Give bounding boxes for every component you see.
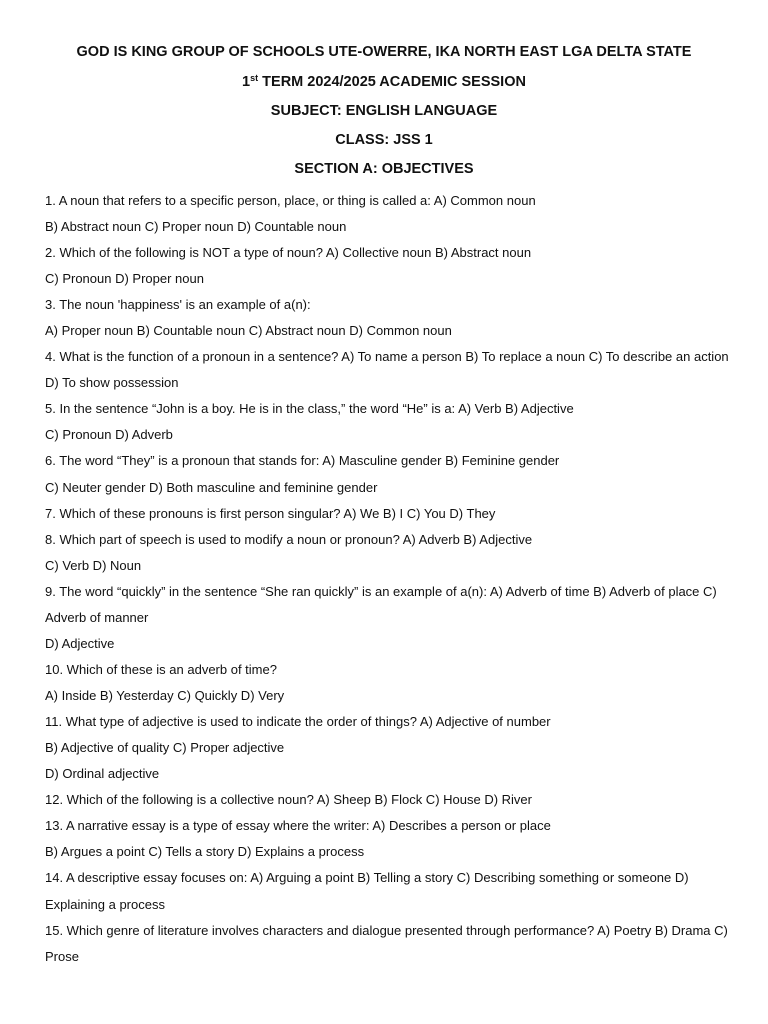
question-line: 11. What type of adjective is used to indicate the order of things? A) Adjective of number	[45, 714, 551, 729]
question-line: 1. A noun that refers to a specific person, place, or thing is called a: A) Common noun	[45, 193, 536, 208]
question-line: 5. In the sentence “John is a boy. He is in the class,” the word “He” is a: A) Verb B) Adjective	[45, 401, 574, 416]
question-line: D) To show possession	[45, 375, 179, 390]
question-line: Explaining a process	[45, 897, 165, 912]
question-line: 2. Which of the following is NOT a type of noun? A) Collective noun B) Abstract noun	[45, 245, 532, 260]
question-line: C) Pronoun D) Proper noun	[45, 271, 204, 286]
subject-title: SUBJECT: ENGLISH LANGUAGE	[270, 103, 498, 119]
question-line: 9. The word “quickly” in the sentence “She ran quickly” is an example of a(n): A) Adverb of time B) Adverb of place C)	[45, 584, 717, 599]
question-line: Prose	[45, 949, 79, 964]
question-line: A) Proper noun B) Countable noun C) Abstract noun D) Common noun	[45, 323, 452, 338]
question-line: B) Argues a point C) Tells a story D) Explains a process	[45, 844, 365, 859]
question-line: C) Neuter gender D) Both masculine and feminine gender	[45, 480, 378, 495]
school-title: GOD IS KING GROUP OF SCHOOLS UTE-OWERRE, IKA NORTH EAST LGA DELTA STATE	[76, 44, 692, 60]
question-line: 14. A descriptive essay focuses on: A) Arguing a point B) Telling a story C) Describing something or someone D)	[45, 870, 689, 885]
question-line: D) Ordinal adjective	[45, 766, 160, 781]
question-line: B) Adjective of quality C) Proper adjective	[45, 740, 285, 755]
question-line: D) Adjective	[45, 636, 115, 651]
term-title	[0, 73, 768, 90]
question-line: 15. Which genre of literature involves characters and dialogue presented through performance? A) Poetry B) Drama C)	[45, 923, 728, 938]
question-line: 13. A narrative essay is a type of essay where the writer: A) Describes a person or place	[45, 818, 551, 833]
question-line: 8. Which part of speech is used to modify a noun or pronoun? A) Adverb B) Adjective	[45, 532, 533, 547]
question-line: 4. What is the function of a pronoun in a sentence? A) To name a person B) To replace a noun C) To describe an action	[45, 349, 729, 364]
term-suffix: st	[250, 73, 259, 83]
question-line: B) Abstract noun C) Proper noun D) Countable noun	[45, 219, 347, 234]
question-line: C) Pronoun D) Adverb	[45, 427, 173, 442]
question-line: Adverb of manner	[45, 610, 149, 625]
question-line: A) Inside B) Yesterday C) Quickly D) Very	[45, 688, 285, 703]
term-rest: TERM 2024/2025 ACADEMIC SESSION	[258, 74, 526, 90]
question-line: 12. Which of the following is a collective noun? A) Sheep B) Flock C) House D) River	[45, 792, 532, 807]
question-line: 6. The word “They” is a pronoun that stands for: A) Masculine gender B) Feminine gender	[45, 453, 560, 468]
question-line: 3. The noun 'happiness' is an example of a(n):	[45, 297, 311, 312]
question-line: C) Verb D) Noun	[45, 558, 142, 573]
class-title: CLASS: JSS 1	[335, 132, 433, 148]
question-line: 10. Which of these is an adverb of time?	[45, 662, 277, 677]
question-line: 7. Which of these pronouns is first person singular? A) We B) I C) You D) They	[45, 506, 496, 521]
term-number: 1	[242, 74, 251, 90]
section-title: SECTION A: OBJECTIVES	[294, 161, 474, 177]
